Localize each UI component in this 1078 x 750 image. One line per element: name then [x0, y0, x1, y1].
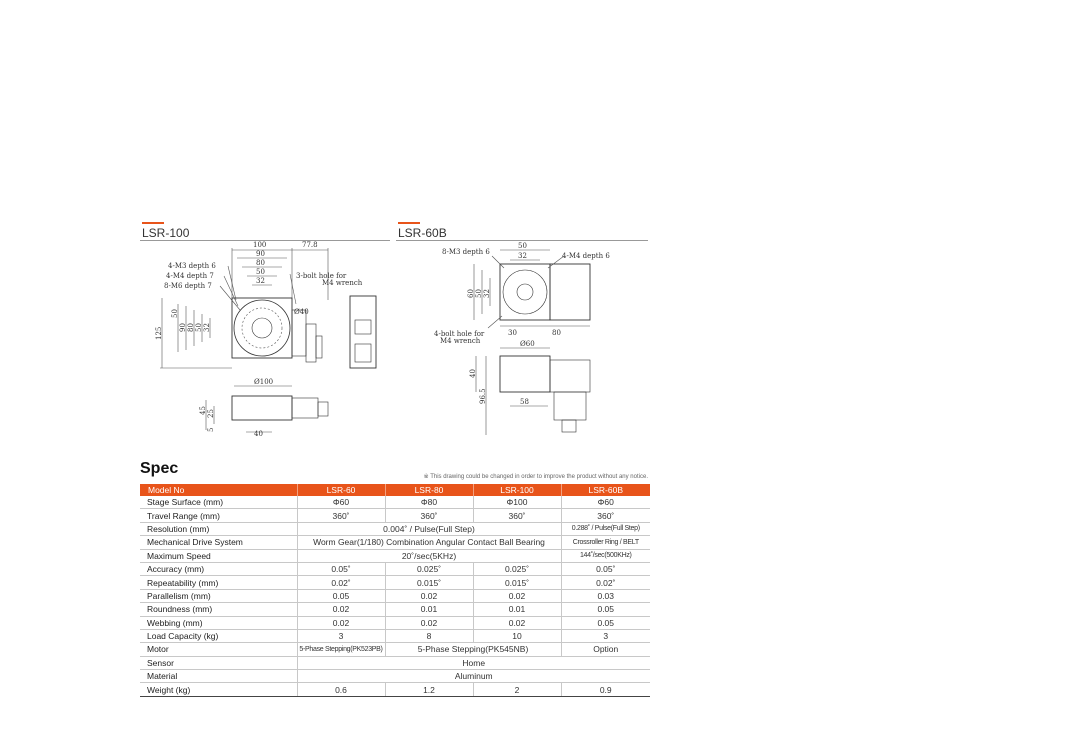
row-label: Parallelism (mm)	[140, 589, 297, 602]
table-cell: Home	[297, 656, 650, 669]
table-cell: 0.02˚	[561, 576, 650, 589]
callout-label: 3-bolt hole for	[296, 272, 347, 280]
table-cell: 0.025˚	[473, 562, 561, 575]
table-cell: 3	[561, 629, 650, 642]
table-cell: 5-Phase Stepping(PK545NB)	[385, 643, 561, 656]
dim-label: 40	[254, 430, 263, 438]
dim-label: 80	[256, 259, 265, 267]
header-lsr-100: LSR-100	[473, 484, 561, 496]
table-row	[140, 616, 650, 629]
dim-label: 32	[256, 277, 265, 285]
dim-label: 50	[171, 309, 179, 318]
callout-label: 4-M4 depth 7	[166, 272, 214, 280]
callout-label: 4-M3 depth 6	[168, 262, 216, 270]
dim-label: 32	[483, 289, 491, 298]
callout-label: M4 wrench	[440, 337, 481, 345]
section-title-text: LSR-100	[142, 226, 190, 240]
table-cell: Φ60	[561, 496, 650, 509]
dim-label: 5	[207, 427, 215, 432]
row-label: Travel Range (mm)	[140, 509, 297, 522]
table-cell: 0.6	[297, 683, 385, 696]
table-cell: Crossroller Ring / BELT	[561, 536, 650, 549]
header-lsr-60b: LSR-60B	[561, 484, 650, 496]
dim-label: 100	[253, 241, 267, 249]
callout-label: 8-M3 depth 6	[442, 248, 490, 256]
callout-label: 4-bolt hole for	[434, 330, 485, 338]
section-title-lsr-60b	[398, 226, 447, 240]
table-cell: 5-Phase Stepping(PK523PB)	[297, 643, 385, 656]
row-label: Motor	[140, 643, 297, 656]
table-cell: Option	[561, 643, 650, 656]
section-title-text: LSR-60B	[398, 226, 447, 240]
table-cell: 0.05˚	[561, 562, 650, 575]
table-row	[140, 522, 650, 535]
table-cell: 0.02	[297, 616, 385, 629]
dim-label: 96.5	[479, 388, 487, 404]
row-label: Sensor	[140, 656, 297, 669]
dim-label: 45	[199, 406, 207, 415]
table-cell: 0.03	[561, 589, 650, 602]
table-cell: 0.288˚ / Pulse(Full Step)	[561, 522, 650, 535]
table-cell: Φ60	[297, 496, 385, 509]
row-label: Mechanical Drive System	[140, 536, 297, 549]
table-row	[140, 629, 650, 642]
dim-label: 50	[195, 323, 203, 332]
table-cell: 1.2	[385, 683, 473, 696]
table-cell: 0.01	[385, 603, 473, 616]
table-cell: 8	[385, 629, 473, 642]
row-label: Roundness (mm)	[140, 603, 297, 616]
dim-label: 50	[518, 242, 527, 250]
table-row	[140, 683, 650, 696]
callout-label: 4-M4 depth 6	[562, 252, 610, 260]
title-accent-bar	[398, 222, 420, 224]
dim-label: 50	[256, 268, 265, 276]
table-cell: 360˚	[385, 509, 473, 522]
table-cell: 360˚	[561, 509, 650, 522]
dim-label: 25	[207, 409, 215, 418]
row-label: Resolution (mm)	[140, 522, 297, 535]
dim-label: 60	[467, 289, 475, 298]
dim-label: 80	[552, 329, 561, 337]
row-label: Accuracy (mm)	[140, 562, 297, 575]
table-cell: 360˚	[297, 509, 385, 522]
dim-label: 40	[469, 369, 477, 378]
table-cell: 0.05	[561, 616, 650, 629]
dim-label: 90	[179, 323, 187, 332]
table-row	[140, 549, 650, 562]
table-cell: 144˚/sec(500KHz)	[561, 549, 650, 562]
table-cell: 0.05	[297, 589, 385, 602]
row-label: Stage Surface (mm)	[140, 496, 297, 509]
header-lsr-60: LSR-60	[297, 484, 385, 496]
spec-notice: ※ This drawing could be changed in order to improve the product without any notice.	[423, 474, 648, 480]
dim-label: 30	[508, 329, 517, 337]
dim-label: 125	[155, 326, 163, 340]
table-row	[140, 576, 650, 589]
row-label: Material	[140, 670, 297, 683]
table-row	[140, 496, 650, 509]
table-cell: 0.02˚	[297, 576, 385, 589]
table-cell: 0.004˚ / Pulse(Full Step)	[297, 522, 561, 535]
dim-label: 32	[203, 323, 211, 332]
table-cell: 20˚/sec(5KHz)	[297, 549, 561, 562]
callout-label: M4 wrench	[322, 279, 363, 287]
table-row	[140, 656, 650, 669]
dim-label: 77.8	[302, 241, 318, 249]
table-row	[140, 670, 650, 683]
table-cell: Φ80	[385, 496, 473, 509]
dim-label: 58	[520, 398, 529, 406]
dim-label: 80	[187, 323, 195, 332]
table-cell: 0.02	[385, 616, 473, 629]
table-cell: 10	[473, 629, 561, 642]
row-label: Maximum Speed	[140, 549, 297, 562]
table-cell: 3	[297, 629, 385, 642]
table-cell: 0.02	[385, 589, 473, 602]
lsr-60b-drawing	[430, 240, 630, 445]
table-cell: 0.015˚	[385, 576, 473, 589]
table-cell: 360˚	[473, 509, 561, 522]
table-cell: Φ100	[473, 496, 561, 509]
section-title-lsr-100	[142, 226, 189, 240]
table-row	[140, 536, 650, 549]
dim-label: 90	[256, 250, 265, 258]
spec-table	[140, 484, 650, 697]
table-cell: 0.02	[297, 603, 385, 616]
table-cell: Aluminum	[297, 670, 650, 683]
table-row	[140, 562, 650, 575]
table-cell: 0.025˚	[385, 562, 473, 575]
table-cell: 2	[473, 683, 561, 696]
row-label: Load Capacity (kg)	[140, 629, 297, 642]
table-cell: 0.02	[473, 589, 561, 602]
table-cell: 0.02	[473, 616, 561, 629]
table-row	[140, 603, 650, 616]
table-cell: 0.05˚	[297, 562, 385, 575]
dim-label: Ø60	[520, 340, 535, 348]
header-model-no: Model No	[140, 484, 297, 496]
table-cell: 0.9	[561, 683, 650, 696]
title-accent-bar	[142, 222, 164, 224]
row-label: Weight (kg)	[140, 683, 297, 696]
table-cell: Worm Gear(1/180) Combination Angular Contact Ball Bearing	[297, 536, 561, 549]
header-lsr-80: LSR-80	[385, 484, 473, 496]
table-cell: 0.015˚	[473, 576, 561, 589]
row-label: Repeatability (mm)	[140, 576, 297, 589]
callout-label: 8-M6 depth 7	[164, 282, 212, 290]
table-row	[140, 643, 650, 656]
dim-label: 50	[475, 289, 483, 298]
spec-heading: Spec	[140, 460, 179, 477]
row-label: Webbing (mm)	[140, 616, 297, 629]
dim-label: Ø40	[294, 308, 309, 316]
table-row	[140, 589, 650, 602]
table-header-row	[140, 484, 650, 496]
dim-label: Ø100	[254, 378, 274, 386]
table-row	[140, 509, 650, 522]
dim-label: 32	[518, 252, 527, 260]
lsr-100-drawing	[150, 240, 390, 440]
table-cell: 0.05	[561, 603, 650, 616]
table-cell: 0.01	[473, 603, 561, 616]
